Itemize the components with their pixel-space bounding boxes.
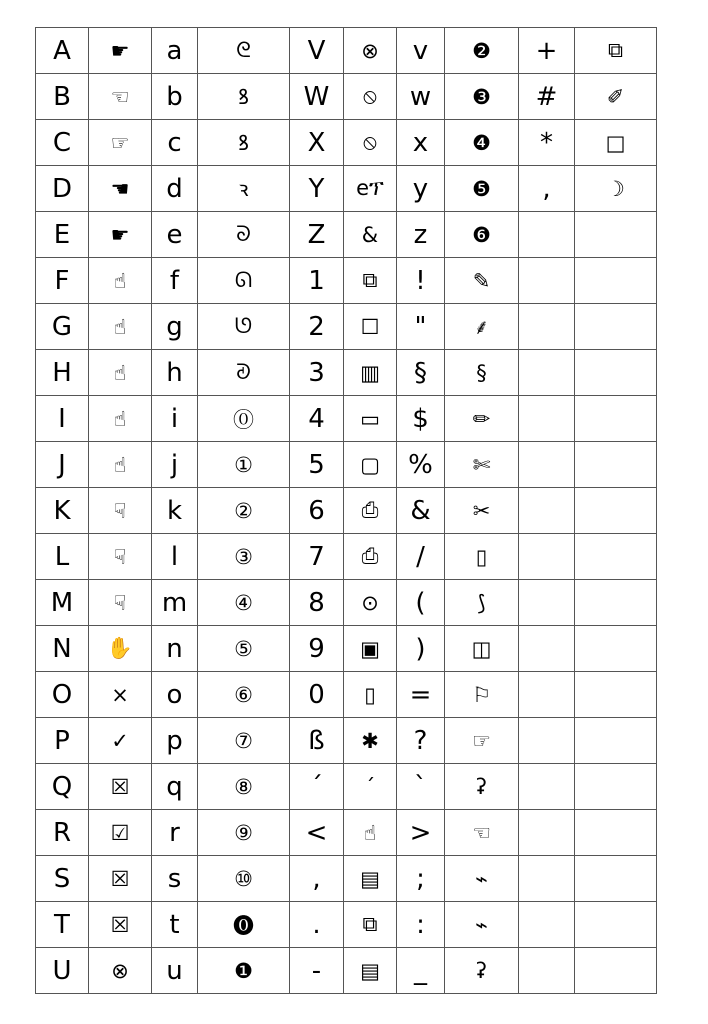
symbol-glyph-cell: ☚ xyxy=(89,166,152,212)
symbol-glyph-cell: ᘐ xyxy=(198,212,290,258)
symbol-glyph-cell: ☒ xyxy=(89,856,152,902)
symbol-glyph-cell: ꝛ xyxy=(198,166,290,212)
symbol-glyph-cell: ☟ xyxy=(89,534,152,580)
symbol-glyph-cell: ⌁ xyxy=(445,856,519,902)
symbol-glyph-cell: ✏ xyxy=(445,396,519,442)
key-character-cell xyxy=(519,534,575,580)
key-character-cell xyxy=(519,672,575,718)
table-row xyxy=(36,212,657,258)
key-character-cell: & xyxy=(397,488,445,534)
symbol-glyph-cell: ᘏ xyxy=(198,258,290,304)
key-character-cell: t xyxy=(152,902,198,948)
key-character-cell xyxy=(519,580,575,626)
symbol-glyph-cell: ▤ xyxy=(344,856,397,902)
key-character-cell xyxy=(519,258,575,304)
key-character-cell: . xyxy=(290,902,344,948)
key-character-cell: x xyxy=(397,120,445,166)
symbol-glyph-cell: × xyxy=(89,672,152,718)
symbol-glyph-cell xyxy=(575,672,657,718)
key-character-cell: , xyxy=(290,856,344,902)
symbol-glyph-cell: ⓿ xyxy=(198,902,290,948)
symbol-glyph-cell: ⌁ xyxy=(445,902,519,948)
symbol-glyph-cell: ❸ xyxy=(445,74,519,120)
symbol-glyph-cell: ✄ xyxy=(445,442,519,488)
key-character-cell: f xyxy=(152,258,198,304)
symbol-glyph-cell: ❶ xyxy=(198,948,290,994)
symbol-glyph-cell: ▯ xyxy=(445,534,519,580)
key-character-cell: k xyxy=(152,488,198,534)
table-row xyxy=(36,672,657,718)
symbol-glyph-cell: □ xyxy=(575,120,657,166)
key-character-cell: H xyxy=(36,350,89,396)
key-character-cell xyxy=(519,718,575,764)
key-character-cell: q xyxy=(152,764,198,810)
symbol-glyph-cell: ⦸ xyxy=(344,120,397,166)
key-character-cell xyxy=(519,396,575,442)
table-row xyxy=(36,28,657,74)
symbol-glyph-cell xyxy=(575,212,657,258)
key-character-cell xyxy=(519,304,575,350)
table-row xyxy=(36,810,657,856)
symbol-glyph-cell: ▯ xyxy=(344,672,397,718)
key-character-cell: ? xyxy=(397,718,445,764)
key-character-cell: v xyxy=(397,28,445,74)
symbol-glyph-cell: ✓ xyxy=(89,718,152,764)
table-row xyxy=(36,764,657,810)
symbol-glyph-cell: ☝ xyxy=(89,396,152,442)
symbol-glyph-cell: ◫ xyxy=(445,626,519,672)
symbol-glyph-cell: ☽ xyxy=(575,166,657,212)
key-character-cell: w xyxy=(397,74,445,120)
symbol-glyph-cell: § xyxy=(445,350,519,396)
glyph-reference-table xyxy=(35,27,657,994)
table-row xyxy=(36,902,657,948)
table-row xyxy=(36,856,657,902)
symbol-glyph-cell xyxy=(575,580,657,626)
key-character-cell: l xyxy=(152,534,198,580)
symbol-glyph-cell: ☐ xyxy=(344,304,397,350)
symbol-glyph-cell: ▣ xyxy=(344,626,397,672)
symbol-glyph-cell: ☒ xyxy=(89,764,152,810)
key-character-cell: E xyxy=(36,212,89,258)
symbol-glyph-cell xyxy=(575,442,657,488)
key-character-cell: ; xyxy=(397,856,445,902)
key-character-cell: 7 xyxy=(290,534,344,580)
symbol-glyph-cell xyxy=(575,304,657,350)
symbol-glyph-cell: ① xyxy=(198,442,290,488)
key-character-cell: d xyxy=(152,166,198,212)
table-row xyxy=(36,626,657,672)
key-character-cell: § xyxy=(397,350,445,396)
symbol-glyph-cell: ⑥ xyxy=(198,672,290,718)
key-character-cell: U xyxy=(36,948,89,994)
key-character-cell: # xyxy=(519,74,575,120)
symbol-glyph-cell xyxy=(575,810,657,856)
key-character-cell: r xyxy=(152,810,198,856)
table-row xyxy=(36,350,657,396)
key-character-cell: 2 xyxy=(290,304,344,350)
symbol-glyph-cell: ᘓ xyxy=(198,28,290,74)
key-character-cell xyxy=(519,442,575,488)
key-character-cell: < xyxy=(290,810,344,856)
table-row xyxy=(36,396,657,442)
table-row xyxy=(36,304,657,350)
symbol-glyph-cell: eፕ xyxy=(344,166,397,212)
symbol-glyph-cell: ☛ xyxy=(89,28,152,74)
symbol-glyph-cell xyxy=(575,764,657,810)
key-character-cell: 4 xyxy=(290,396,344,442)
key-character-cell: ) xyxy=(397,626,445,672)
symbol-glyph-cell xyxy=(575,948,657,994)
table-row xyxy=(36,166,657,212)
key-character-cell: o xyxy=(152,672,198,718)
key-character-cell: F xyxy=(36,258,89,304)
key-character-cell: 0 xyxy=(290,672,344,718)
symbol-glyph-cell: ⊗ xyxy=(89,948,152,994)
key-character-cell xyxy=(519,810,575,856)
symbol-glyph-cell: ⧉ xyxy=(575,28,657,74)
table-row xyxy=(36,948,657,994)
key-character-cell: 8 xyxy=(290,580,344,626)
symbol-glyph-cell: ꝸ xyxy=(198,120,290,166)
key-character-cell: V xyxy=(290,28,344,74)
key-character-cell: T xyxy=(36,902,89,948)
key-character-cell: S xyxy=(36,856,89,902)
key-character-cell: i xyxy=(152,396,198,442)
key-character-cell: A xyxy=(36,28,89,74)
key-character-cell: + xyxy=(519,28,575,74)
key-character-cell: ` xyxy=(397,764,445,810)
key-character-cell: Y xyxy=(290,166,344,212)
table-row xyxy=(36,488,657,534)
symbol-glyph-cell: ⑨ xyxy=(198,810,290,856)
key-character-cell: m xyxy=(152,580,198,626)
key-character-cell: D xyxy=(36,166,89,212)
key-character-cell: P xyxy=(36,718,89,764)
table-row xyxy=(36,74,657,120)
symbol-glyph-cell: ☜ xyxy=(445,810,519,856)
key-character-cell: g xyxy=(152,304,198,350)
key-character-cell xyxy=(519,856,575,902)
key-character-cell: * xyxy=(519,120,575,166)
key-character-cell: $ xyxy=(397,396,445,442)
symbol-glyph-cell: ☝ xyxy=(344,810,397,856)
key-character-cell: G xyxy=(36,304,89,350)
key-character-cell: I xyxy=(36,396,89,442)
symbol-glyph-cell: ✂ xyxy=(445,488,519,534)
key-character-cell: , xyxy=(519,166,575,212)
table-row xyxy=(36,580,657,626)
symbol-glyph-cell: ☟ xyxy=(89,580,152,626)
symbol-glyph-cell xyxy=(575,626,657,672)
symbol-glyph-cell xyxy=(575,350,657,396)
key-character-cell: / xyxy=(397,534,445,580)
key-character-cell: s xyxy=(152,856,198,902)
symbol-glyph-cell: ❷ xyxy=(445,28,519,74)
symbol-glyph-cell: ❻ xyxy=(445,212,519,258)
key-character-cell: u xyxy=(152,948,198,994)
symbol-glyph-cell: ⎙ xyxy=(344,534,397,580)
symbol-glyph-cell: ☞ xyxy=(89,120,152,166)
key-character-cell: 6 xyxy=(290,488,344,534)
key-character-cell: 1 xyxy=(290,258,344,304)
symbol-glyph-cell: ˊ xyxy=(344,764,397,810)
symbol-glyph-cell: ☟ xyxy=(89,488,152,534)
key-character-cell: L xyxy=(36,534,89,580)
symbol-glyph-cell: ✎ xyxy=(445,258,519,304)
symbol-glyph-cell: ☑ xyxy=(89,810,152,856)
symbol-glyph-cell: ☜ xyxy=(89,74,152,120)
symbol-glyph-cell: ☒ xyxy=(89,902,152,948)
key-character-cell: O xyxy=(36,672,89,718)
symbol-glyph-cell xyxy=(575,488,657,534)
key-character-cell: B xyxy=(36,74,89,120)
symbol-glyph-cell xyxy=(575,902,657,948)
symbol-glyph-cell: ⓪ xyxy=(198,396,290,442)
key-character-cell: Z xyxy=(290,212,344,258)
symbol-glyph-cell: ❹ xyxy=(445,120,519,166)
symbol-glyph-cell: ⧉ xyxy=(344,902,397,948)
symbol-glyph-cell: ② xyxy=(198,488,290,534)
key-character-cell: K xyxy=(36,488,89,534)
key-character-cell: W xyxy=(290,74,344,120)
key-character-cell: n xyxy=(152,626,198,672)
symbol-glyph-cell: ⑩ xyxy=(198,856,290,902)
key-character-cell: : xyxy=(397,902,445,948)
symbol-glyph-cell: ☝ xyxy=(89,350,152,396)
symbol-glyph-cell: ③ xyxy=(198,534,290,580)
key-character-cell: p xyxy=(152,718,198,764)
key-character-cell: ! xyxy=(397,258,445,304)
key-character-cell: e xyxy=(152,212,198,258)
symbol-glyph-cell: ☛ xyxy=(89,212,152,258)
symbol-glyph-cell: ④ xyxy=(198,580,290,626)
symbol-glyph-cell: ⊙ xyxy=(344,580,397,626)
symbol-glyph-cell: ✱ xyxy=(344,718,397,764)
key-character-cell: > xyxy=(397,810,445,856)
symbol-glyph-cell: ☝ xyxy=(89,258,152,304)
symbol-glyph-cell: ⚐ xyxy=(445,672,519,718)
key-character-cell: J xyxy=(36,442,89,488)
symbol-glyph-cell: ▢ xyxy=(344,442,397,488)
key-character-cell: 3 xyxy=(290,350,344,396)
key-character-cell xyxy=(519,948,575,994)
symbol-glyph-cell: ⊗ xyxy=(344,28,397,74)
symbol-glyph-cell: ☝ xyxy=(89,304,152,350)
key-character-cell: " xyxy=(397,304,445,350)
key-character-cell: Q xyxy=(36,764,89,810)
table-row xyxy=(36,442,657,488)
key-character-cell: - xyxy=(290,948,344,994)
key-character-cell xyxy=(519,764,575,810)
table-row xyxy=(36,534,657,580)
key-character-cell: 5 xyxy=(290,442,344,488)
key-character-cell: ( xyxy=(397,580,445,626)
symbol-glyph-cell: ʡ xyxy=(445,948,519,994)
key-character-cell: R xyxy=(36,810,89,856)
symbol-glyph-cell xyxy=(575,258,657,304)
key-character-cell: = xyxy=(397,672,445,718)
key-character-cell: a xyxy=(152,28,198,74)
key-character-cell xyxy=(519,902,575,948)
table-row xyxy=(36,120,657,166)
key-character-cell xyxy=(519,212,575,258)
key-character-cell: C xyxy=(36,120,89,166)
key-character-cell: h xyxy=(152,350,198,396)
key-character-cell: X xyxy=(290,120,344,166)
symbol-glyph-cell: ⸙ xyxy=(445,304,519,350)
table-row xyxy=(36,718,657,764)
key-character-cell: z xyxy=(397,212,445,258)
key-character-cell xyxy=(519,488,575,534)
key-character-cell: c xyxy=(152,120,198,166)
symbol-glyph-cell: ꝸ xyxy=(198,74,290,120)
symbol-glyph-cell: ⑤ xyxy=(198,626,290,672)
symbol-glyph-cell xyxy=(575,718,657,764)
key-character-cell: 9 xyxy=(290,626,344,672)
symbol-glyph-cell: ⑧ xyxy=(198,764,290,810)
key-character-cell: % xyxy=(397,442,445,488)
symbol-glyph-cell: ▥ xyxy=(344,350,397,396)
symbol-glyph-cell: & xyxy=(344,212,397,258)
symbol-glyph-cell xyxy=(575,396,657,442)
symbol-glyph-cell: ✐ xyxy=(575,74,657,120)
symbol-glyph-cell xyxy=(575,534,657,580)
symbol-glyph-cell: ⎙ xyxy=(344,488,397,534)
symbol-glyph-cell: ✋ xyxy=(89,626,152,672)
symbol-glyph-cell: ⟆ xyxy=(445,580,519,626)
key-character-cell: y xyxy=(397,166,445,212)
key-character-cell: j xyxy=(152,442,198,488)
symbol-glyph-cell: ❺ xyxy=(445,166,519,212)
symbol-glyph-cell: ʡ xyxy=(445,764,519,810)
symbol-glyph-cell: ⑦ xyxy=(198,718,290,764)
symbol-glyph-cell: ⧉ xyxy=(344,258,397,304)
key-character-cell: b xyxy=(152,74,198,120)
key-character-cell: ´ xyxy=(290,764,344,810)
key-character-cell: _ xyxy=(397,948,445,994)
key-character-cell: ß xyxy=(290,718,344,764)
symbol-glyph-cell: ᘎ xyxy=(198,304,290,350)
key-character-cell: M xyxy=(36,580,89,626)
symbol-glyph-cell xyxy=(575,856,657,902)
key-character-cell: N xyxy=(36,626,89,672)
symbol-glyph-cell: ᘑ xyxy=(198,350,290,396)
key-character-cell xyxy=(519,626,575,672)
symbol-glyph-cell: ▭ xyxy=(344,396,397,442)
symbol-glyph-cell: ⦸ xyxy=(344,74,397,120)
key-character-cell xyxy=(519,350,575,396)
symbol-glyph-cell: ▤ xyxy=(344,948,397,994)
table-row xyxy=(36,258,657,304)
symbol-glyph-cell: ☝ xyxy=(89,442,152,488)
symbol-glyph-cell: ☞ xyxy=(445,718,519,764)
